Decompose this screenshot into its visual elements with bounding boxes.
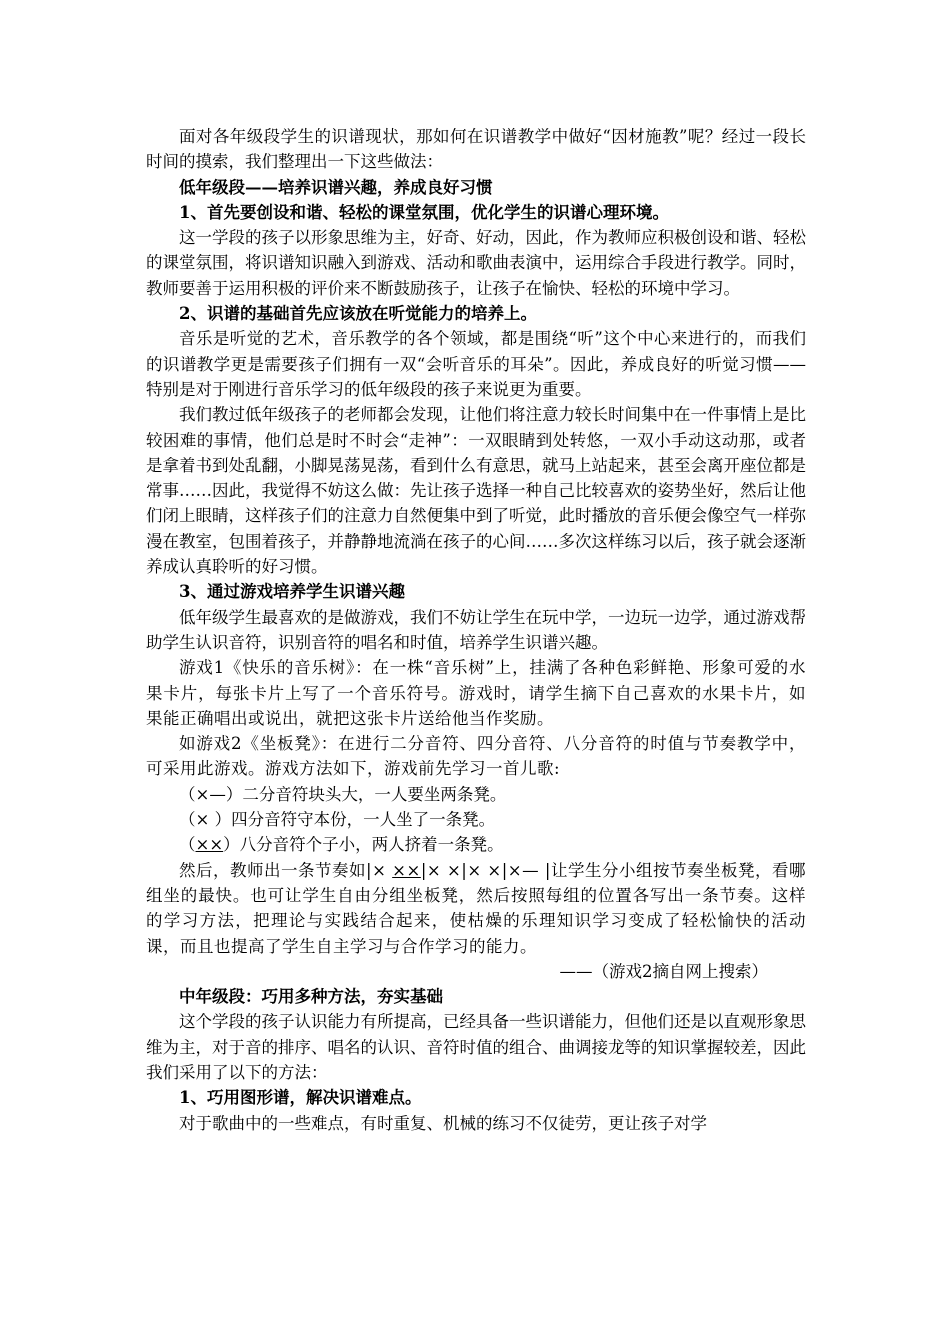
paragraph-mid-grade: 这个学段的孩子认识能力有所提高，已经具备一些识谱能力，但他们还是以直观形象思维为主，对于音的排序、唱名的认识、音符时值的组合、曲调接龙等的知识掌握较差，因此我们采用了以下的方法： bbox=[146, 1012, 806, 1082]
paragraph-classroom-atmosphere: 这一学段的孩子以形象思维为主，好奇、好动，因此，作为教师应积极创设和谐、轻松的课堂氛围，将识谱知识融入到游戏、活动和歌曲表演中，运用综合手段进行教学。同时，教师要善于运用积极的评价来不断鼓励孩子，让孩子在愉快、轻松的环境中学习。 bbox=[146, 228, 806, 298]
source-note: ——（游戏2摘自网上搜索） bbox=[559, 961, 768, 981]
game-1-description: 游戏1《快乐的音乐树》：在一株“音乐树”上，挂满了各种色彩鲜艳、形象可爱的水果卡片，每张卡片上写了一个音乐符号。游戏时，请学生摘下自己喜欢的水果卡片，如果能正确唱出或说出，就把这张卡片送给他当作奖励。 bbox=[146, 658, 806, 728]
procedure-text-start: 然后，教师出一条节奏如|× bbox=[179, 860, 393, 880]
rhythm-line-half-note: （×—）二分音符块头大，一人要坐两条凳。 bbox=[179, 784, 507, 804]
game-2-procedure bbox=[146, 858, 806, 959]
subheading-1: 1、首先要创设和谐、轻松的课堂氛围，优化学生的识谱心理环境。 bbox=[179, 202, 669, 222]
section-heading-mid-grade: 中年级段：巧用多种方法，夯实基础 bbox=[179, 987, 443, 1007]
document-page bbox=[146, 124, 806, 1136]
paragraph-listening: 音乐是听觉的艺术，音乐教学的各个领域，都是围绕“听”这个中心来进行的，而我们的识谱教学更是需要孩子们拥有一双“会听音乐的耳朵”。因此，养成良好的听觉习惯——特别是对于刚进行音乐学习的低年级段的孩子来说更为重要。 bbox=[146, 329, 806, 399]
procedure-text-rest: |× ×|× ×|×— |让学生分小组按节奏坐板凳，看哪组坐的最快。也可让学生自由分组坐板凳，然后按照每组的位置各写出一条节奏。这样的学习方法，把理论与实践结合起来，使枯燥的乐理知识学习变成了轻松愉快的活动课，而且也提高了学生自主学习与合作学习的能力。 bbox=[146, 860, 806, 956]
subheading-mid-1: 1、巧用图形谱，解决识谱难点。 bbox=[179, 1088, 422, 1108]
eighth-note-symbols: ×× bbox=[195, 835, 224, 855]
paragraph-graphic-score: 对于歌曲中的一些难点，有时重复、机械的练习不仅徒劳，更让孩子对学 bbox=[179, 1113, 707, 1133]
paragraph-games: 低年级学生最喜欢的是做游戏，我们不妨让学生在玩中学，一边玩一边学，通过游戏帮助学生认识音符，识别音符的唱名和时值，培养学生识谱兴趣。 bbox=[146, 607, 806, 652]
game-2-description: 如游戏2《坐板凳》：在进行二分音符、四分音符、八分音符的时值与节奏教学中，可采用此游戏。游戏方法如下，游戏前先学习一首儿歌: bbox=[146, 734, 806, 779]
rhythm-eighth-text: ）八分音符个子小，两人挤着一条凳。 bbox=[223, 835, 504, 855]
subheading-2: 2、识谱的基础首先应该放在听觉能力的培养上。 bbox=[179, 304, 537, 324]
paragraph-attention: 我们教过低年级孩子的老师都会发现，让他们将注意力较长时间集中在一件事情上是比较困难的事情，他们总是时不时会“走神”：一双眼睛到处转悠，一双小手动这动那，或者是拿着书到处乱翻，小脚晃荡晃荡，看到什么有意思，就马上站起来，甚至会离开座位都是常事……因此，我觉得不妨这么做：先让孩子选择一种自己比较喜欢的姿势坐好，然后让他们闭上眼睛，这样孩子们的注意力自然便集中到了听觉，此时播放的音乐便会像空气一样弥漫在教室，包围着孩子，并静静地流淌在孩子的心间……多次这样练习以后，孩子就会逐渐养成认真聆听的好习惯。 bbox=[146, 405, 806, 577]
rhythm-open-paren: （ bbox=[179, 835, 196, 855]
rhythm-line-eighth-note bbox=[146, 832, 806, 857]
rhythm-line-quarter-note: （× ）四分音符守本份，一人坐了一条凳。 bbox=[179, 810, 496, 830]
procedure-eighth-notes: ×× bbox=[392, 860, 421, 880]
subheading-3: 3、通过游戏培养学生识谱兴趣 bbox=[179, 582, 405, 602]
intro-paragraph: 面对各年级段学生的识谱现状，那如何在识谱教学中做好“因材施教”呢？经过一段长时间的摸索，我们整理出一下这些做法： bbox=[146, 127, 806, 172]
section-heading-low-grade: 低年级段——培养识谱兴趣，养成良好习惯 bbox=[179, 177, 493, 197]
